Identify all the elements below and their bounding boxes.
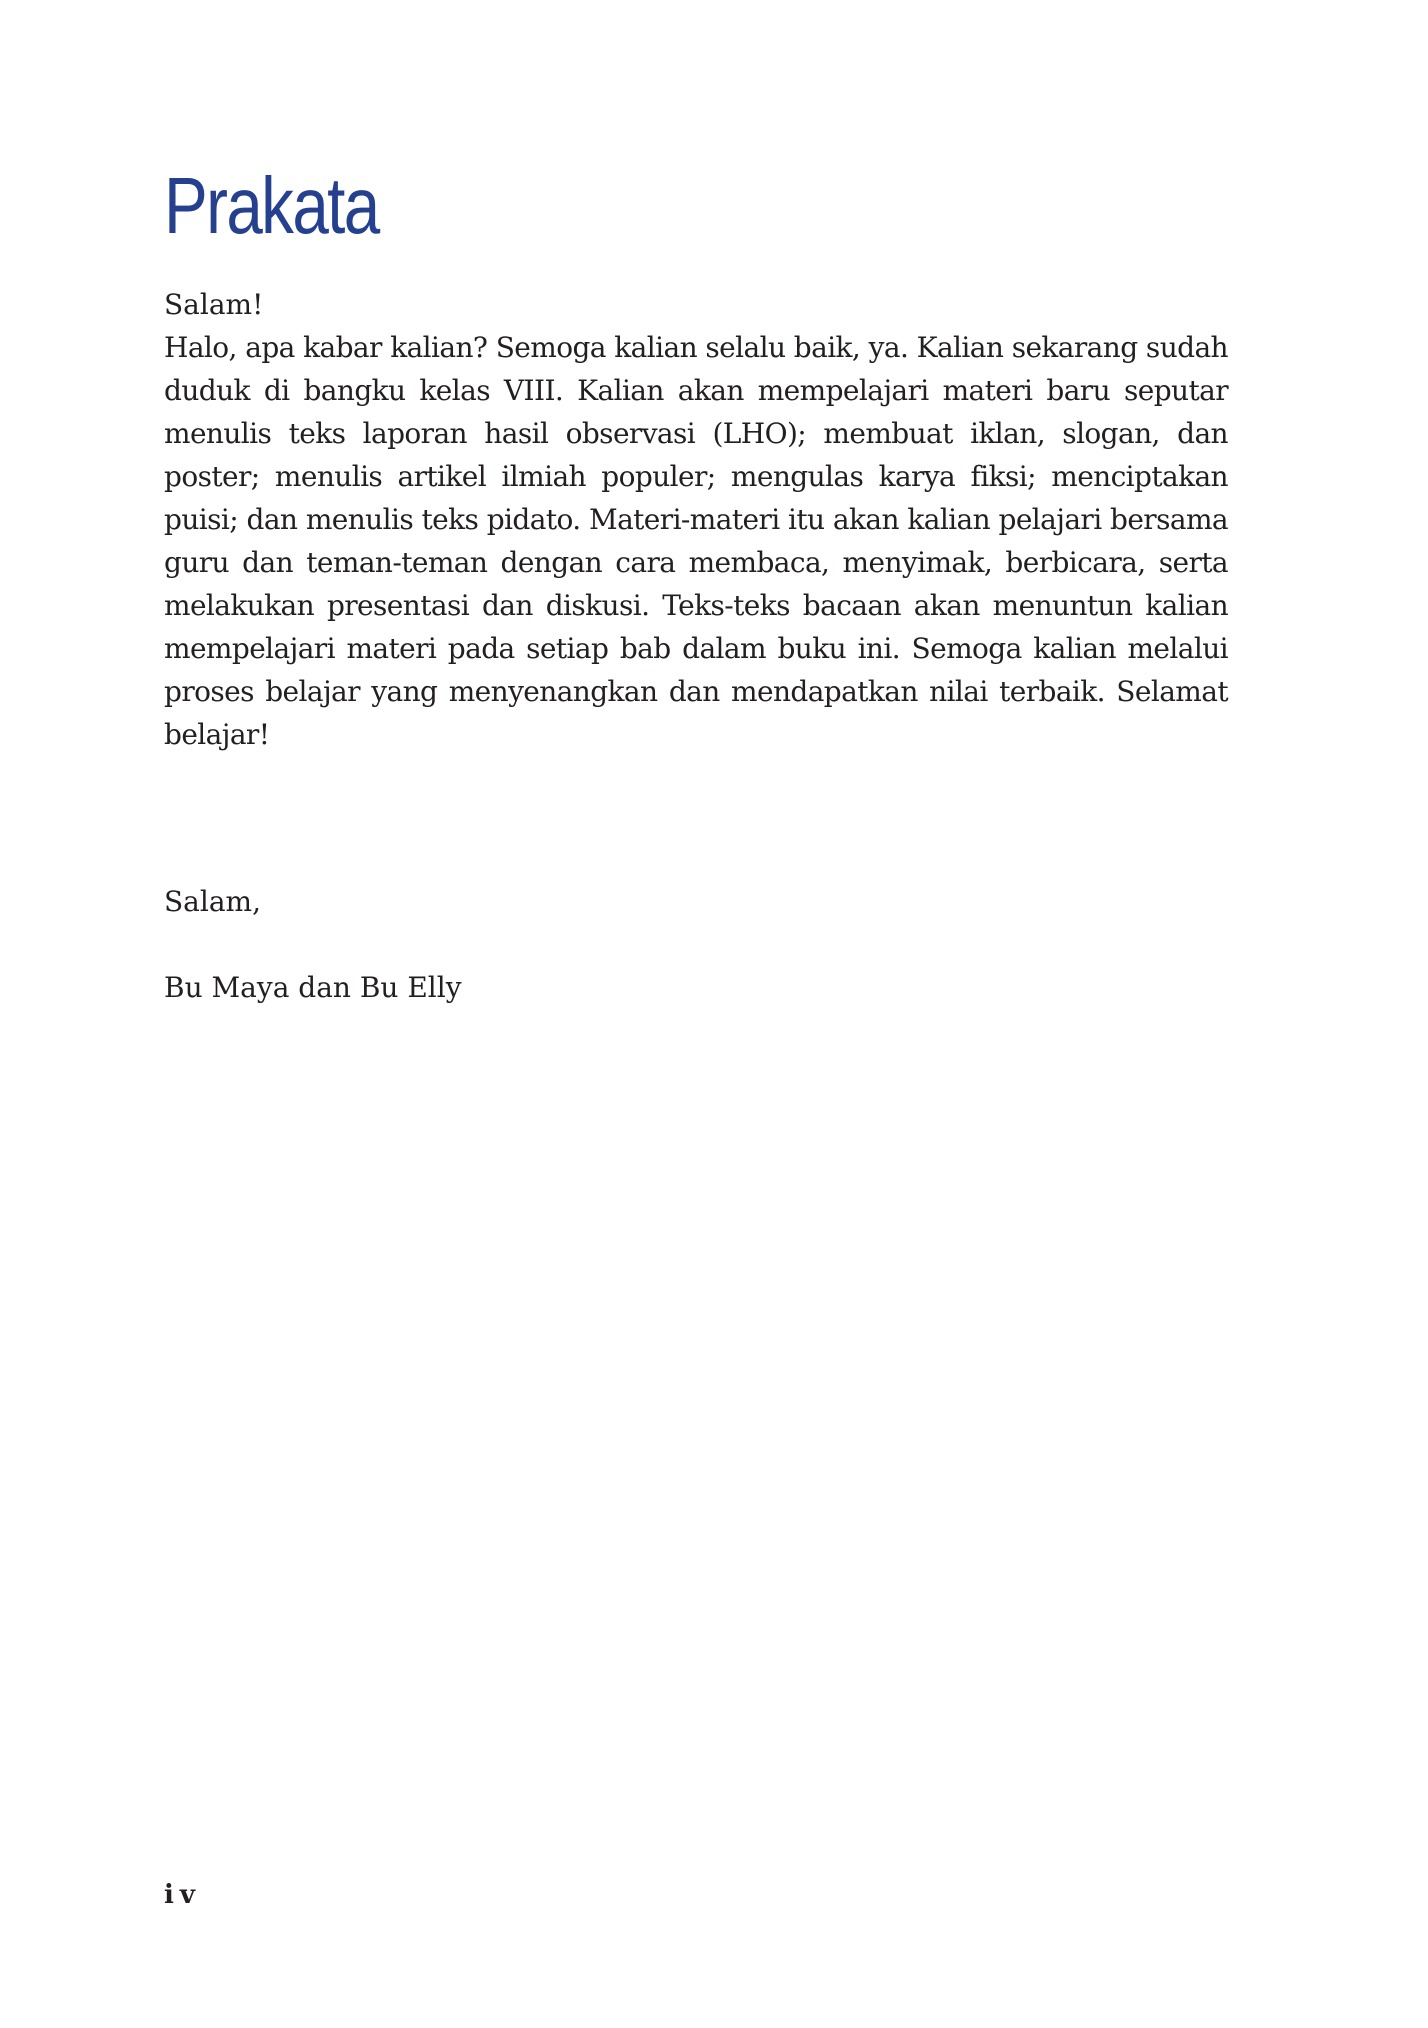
page-title: Prakata [164, 161, 379, 250]
signature: Bu Maya dan Bu Elly [164, 971, 462, 1004]
preface-body: Halo, apa kabar kalian? Semoga kalian selalu baik, ya. Kalian sekarang sudah duduk di bangku kelas VIII. Kalian akan mempelajari materi baru seputar menulis teks laporan hasil observasi (LHO); membuat iklan, slogan, dan poster; menulis artikel ilmiah populer; mengulas karya fiksi; menciptakan puisi; dan menulis teks pidato. Materi-materi itu akan kalian pelajari bersama guru dan teman-teman dengan cara membaca, menyimak, berbicara, serta melakukan presentasi dan diskusi. Teks-teks bacaan akan menuntun kalian mempelajari materi pada setiap bab dalam buku ini. Semoga kalian melalui proses belajar yang menyenangkan dan mendapatkan nilai terbaik. Selamat belajar! [164, 331, 1228, 751]
page-number: iv [164, 1880, 201, 1910]
preface-content [164, 283, 1228, 756]
closing: Salam, [164, 885, 261, 918]
greeting: Salam! [164, 288, 264, 321]
